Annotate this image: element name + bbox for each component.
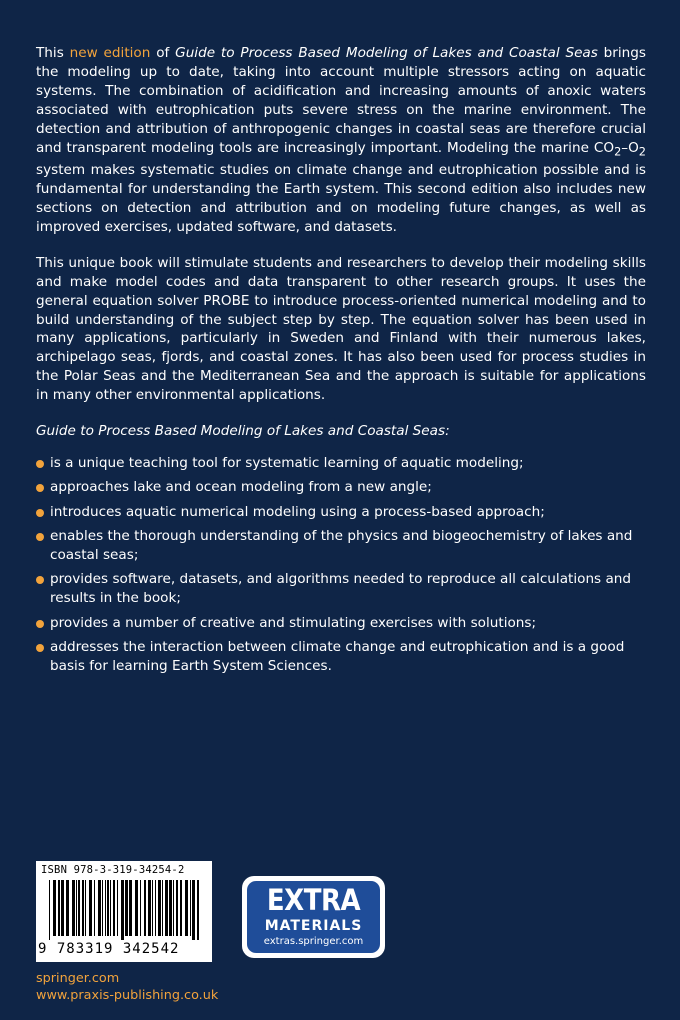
barcode-bar: [190, 880, 191, 936]
barcode-bar: [107, 880, 109, 936]
barcode-bar: [129, 880, 132, 936]
feature-text: provides software, datasets, and algorithms needed to reproduce all calculations and results in the book;: [50, 571, 632, 607]
bullet-dot-icon: [36, 620, 44, 628]
list-item: [36, 527, 646, 565]
para1-text-a: brings the modeling up to date, taking into account multiple stressors acting on aquatic systems. The combination of acidification and increasing amounts of anoxic waters associated with eutrophication puts severe stress on the marine environment. The detection and attribution of anthropogenic changes in coastal seas are therefore crucial and transparent modeling tools are increasingly important. Modeling the marine CO: [36, 45, 646, 156]
bullet-dot-icon: [36, 484, 44, 492]
barcode-bar: [72, 880, 75, 936]
bullet-dot-icon: [36, 533, 44, 541]
barcode-bar: [173, 880, 174, 936]
barcode-bar: [53, 880, 56, 936]
para1-text-b: system makes systematic studies on climate change and eutrophication possible and is fundamental for understanding the Earth system. This second edition also includes new sections on detection and attribution and on modeling future changes, as well as improved exercises, updated software, and datasets.: [36, 162, 646, 235]
list-item: [36, 638, 646, 676]
isbn-barcode: [36, 861, 212, 962]
barcode-bar: [113, 880, 115, 936]
book-title: Guide to Process Based Modeling of Lakes and Coastal Seas: [175, 45, 598, 61]
barcode-bar: [58, 880, 60, 936]
barcode-bar: [169, 880, 172, 936]
barcode-bar: [158, 880, 161, 936]
barcode-bar: [94, 880, 95, 936]
barcode-bar: [155, 880, 156, 936]
barcode-bar: [85, 880, 86, 936]
feature-text: is a unique teaching tool for systematic learning of aquatic modeling;: [50, 454, 524, 471]
para1-subscript-1: 2: [614, 144, 622, 159]
list-item: [36, 454, 646, 473]
badge-url-text: extras.springer.com: [263, 936, 364, 947]
barcode-bar: [89, 880, 92, 936]
bullet-dot-icon: [36, 644, 44, 652]
bullet-dot-icon: [36, 576, 44, 584]
bullet-dot-icon: [36, 460, 44, 468]
barcode-bar: [148, 880, 151, 936]
barcode-bar: [98, 880, 101, 936]
new-edition-highlight: new edition: [69, 45, 151, 61]
barcode-digits: 9 783319 342542: [38, 941, 180, 957]
para1-dash: –O: [621, 139, 639, 156]
barcode-bar: [82, 880, 84, 936]
barcode-bar: [185, 880, 188, 936]
badge-materials-text: MATERIALS: [264, 918, 363, 934]
barcode-bar: [49, 880, 50, 940]
isbn-label: ISBN 978-3-319-34254-2: [41, 864, 185, 876]
description-paragraph-2: This unique book will stimulate students and researchers to develop their modeling skills and make model codes and data transparent to other research groups. It uses the general equation solver PROBE to introduce process-oriented numerical modeling and to build understanding of the subject step by step. The equation solver has been used in many applications, particularly in Sweden and Finland with their numerous lakes, archipelago seas, fjords, and coastal zones. It has also been used for process studies in the Polar Seas and the Mediterranean Sea and the approach is suitable for applications in many other environmental applications.: [36, 254, 646, 404]
extra-materials-badge: [242, 876, 385, 958]
barcode-bar: [135, 880, 138, 936]
feature-text: provides a number of creative and stimulating exercises with solutions;: [50, 614, 537, 631]
barcode-bar: [192, 880, 195, 940]
barcode-bar: [162, 880, 163, 936]
publisher-links: [36, 970, 218, 1004]
feature-text: introduces aquatic numerical modeling using a process-based approach;: [50, 503, 545, 520]
barcode-bar: [78, 880, 80, 936]
barcode-bar: [121, 880, 124, 940]
feature-text: addresses the interaction between climate change and eutrophication and is a good basis for learning Earth System Sciences.: [50, 639, 625, 675]
barcode-bar: [144, 880, 146, 936]
barcode-bar: [117, 880, 118, 936]
barcode-bar: [66, 880, 69, 936]
barcode-bar: [110, 880, 111, 936]
feature-text: approaches lake and ocean modeling from a new angle;: [50, 479, 432, 496]
para1-lead: This: [36, 45, 70, 61]
bullet-dot-icon: [36, 509, 44, 517]
badge-extra-text: EXTRA: [266, 884, 361, 918]
barcode-bar: [125, 880, 128, 936]
barcode-bar: [165, 880, 168, 936]
features-intro: Guide to Process Based Modeling of Lakes and Coastal Seas:: [36, 423, 450, 440]
feature-list: [36, 454, 646, 676]
list-item: [36, 570, 646, 608]
list-item: [36, 478, 646, 497]
barcode-bars-icon: [41, 880, 207, 940]
badge-panel: [247, 881, 380, 953]
barcode-bar: [197, 880, 199, 940]
barcode-bar: [176, 880, 178, 936]
barcode-bar: [180, 880, 182, 936]
praxis-link[interactable]: www.praxis-publishing.co.uk: [36, 988, 219, 1003]
cover-text: [36, 44, 646, 682]
para1-subscript-2: 2: [638, 144, 646, 159]
feature-text: enables the thorough understanding of the physics and biogeochemistry of lakes and coastal seas;: [50, 528, 633, 564]
barcode-bar: [61, 880, 64, 936]
para1-mid: of: [150, 45, 176, 61]
barcode-bar: [152, 880, 153, 936]
barcode-bar: [102, 880, 103, 936]
description-paragraph-1: [36, 44, 646, 237]
barcode-bar: [76, 880, 77, 936]
list-item: [36, 503, 646, 522]
springer-link[interactable]: springer.com: [36, 971, 120, 986]
barcode-bar: [105, 880, 106, 936]
barcode-bar: [140, 880, 141, 936]
list-item: [36, 614, 646, 633]
